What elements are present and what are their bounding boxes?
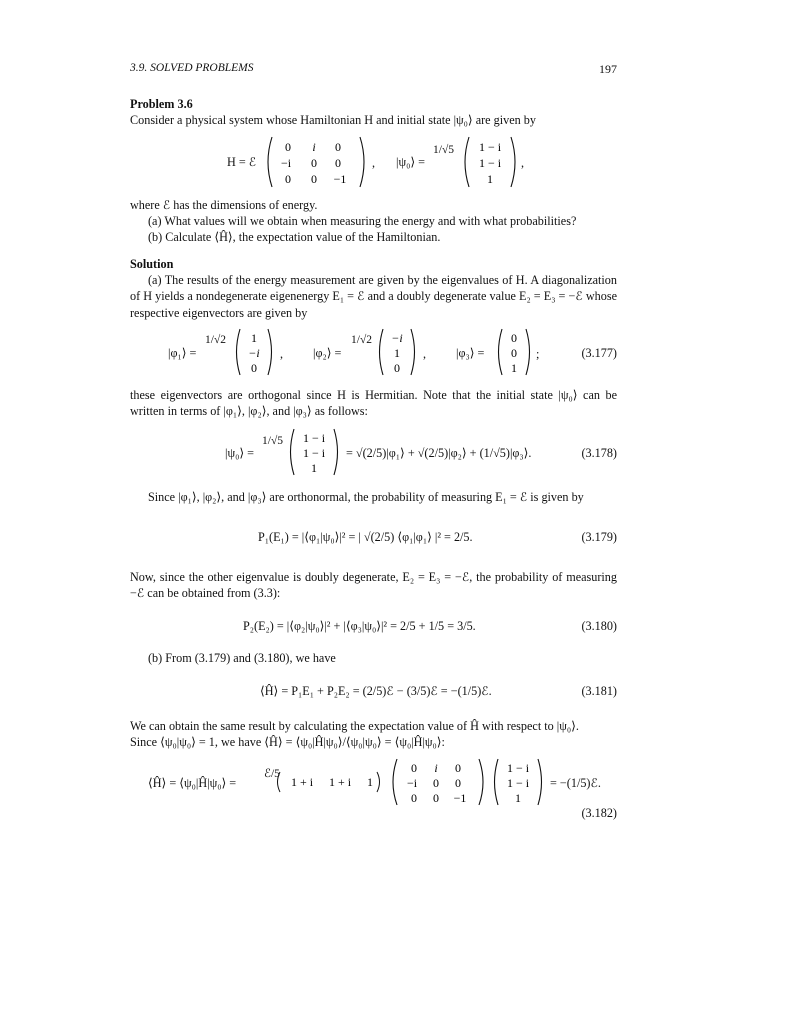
vector-cell: 1 − i [478, 156, 502, 170]
matrix-cell: 0 [311, 156, 317, 170]
matrix-cell: −1 [333, 172, 347, 186]
eq182-result: = −(1/5)ℰ. [550, 776, 601, 790]
vector-cell: 1 [487, 172, 493, 186]
hamiltonian-matrix [262, 134, 370, 190]
page-number: 197 [599, 62, 617, 76]
vector-cell: 1 + i [328, 775, 352, 789]
page: 3.9. SOLVED PROBLEMS 197 Problem 3.6 Consider a physical system whose Hamiltonian H and initial state |ψ₀⟩ are given by H = ℰ 0 i 0 −i 0 0 0 0 −1 , |ψ₀⟩ = 1/√5 1 − i 1 − i 1 , where ℰ has the dimensions of energy. (a) What values will we obtain when measuring the energy and with what probabilities? (b) Calculate ⟨Ĥ⟩, the expectation value of the Hamiltonian. Solution (a) The results of the energy measurement are given by the eigenvalues of H. A diagonalization of H yields a nondegenerate eigenenergy E₁ = ℰ and a doubly degenerate value E₂ = E₃ = −ℰ whose respective eigenvectors are given by |φ₁⟩ = 1/√2 1 −i 0 , |φ₂⟩ = 1/√2 −i 1 0 , |φ₃⟩ = 0 0 1 ; (3.177) these eigenvectors are orthogonal since H is Hermitian. Note that the initial state |ψ₀⟩ can be written in terms of |φ₁⟩, |φ₂⟩, and |φ₃⟩ as follows: |ψ₀⟩ = 1/√5 1 − i 1 − i 1 = √(2/5)|φ₁⟩ + √(2/5)|φ₂⟩ + (1/√5)|φ₃⟩. (3.178) Since |φ₁⟩, |φ₂⟩, and |φ₃⟩ are orthonormal, the probability of measuring E₁ = ℰ is given by P₁(E₁) = |⟨φ₁|ψ₀⟩|² = | √(2/5) ⟨φ₁|φ₁⟩ |² = 2/5. (3.179) Now, since the other eigenvalue is doubly degenerate, E₂ = E₃ = −ℰ, the probability of measuring −ℰ can be obtained from (3.3): P₂(E₂) = |⟨φ₂|ψ₀⟩|² + |⟨φ₃|ψ₀⟩|² = 2/5 + 1/5 = 3/5. (3.180) (b) From (3.179) and (3.180), we have ⟨Ĥ⟩ = P₁E₁ + P₂E₂ = (2/5)ℰ − (3/5)ℰ = −(1/5)ℰ. (3.181) We can obtain the same result by calculating the expectation value of Ĥ with respect to |ψ₀⟩. Since ⟨ψ₀|ψ₀⟩ = 1, we have ⟨Ĥ⟩ = ⟨ψ₀|Ĥ|ψ₀⟩/⟨ψ₀|ψ₀⟩ = ⟨ψ₀|Ĥ|ψ₀⟩: ⟨Ĥ⟩ = ⟨ψ₀|Ĥ|ψ₀⟩ = ℰ/5 1 + i 1 + i 1 0 i 0 −i 0 0 0 0 −1 1 − i 1 − i 1 = −(1/5)ℰ. (3.182) [130, 62, 617, 820]
matrix-cell: 0 [455, 761, 461, 775]
vector-cell: 1 [394, 346, 400, 360]
matrix-cell: 0 [285, 140, 291, 154]
eq182-row-vector [274, 770, 384, 794]
vector-cell: 1 − i [506, 761, 530, 775]
eq182-coefficient: ℰ/5 [264, 768, 280, 780]
matrix-cell: 0 [433, 776, 439, 790]
part-a: (a) What values will we obtain when measuring the energy and with what probabilities? [148, 214, 577, 228]
vector-cell: 1 − i [302, 431, 326, 445]
eq182-column-vector [490, 756, 546, 808]
vector-cell: 1 [515, 791, 521, 805]
vector-cell: 1 − i [302, 446, 326, 460]
vector-cell: −i [391, 331, 403, 345]
vector-cell: 1 [251, 331, 257, 345]
equation-number: (3.179) [581, 530, 617, 544]
vector-cell: 1 [367, 775, 373, 789]
vector-cell: 0 [251, 361, 257, 375]
matrix-cell: 0 [433, 791, 439, 805]
vector-cell: 1 − i [478, 140, 502, 154]
vector-cell: 1 + i [290, 775, 314, 789]
matrix-cell: 0 [285, 172, 291, 186]
solution-p6: We can obtain the same result by calculating the expectation value of Ĥ with respect to |ψ₀⟩. [130, 719, 579, 733]
eq182-matrix [388, 756, 488, 808]
vector-cell: 0 [394, 361, 400, 375]
matrix-cell: 0 [411, 791, 417, 805]
state-coefficient: 1/√5 [433, 144, 455, 156]
phi3-vector [494, 326, 534, 378]
psi0-vector [286, 426, 342, 478]
matrix-cell: −i [406, 776, 418, 790]
equation-number: (3.177) [581, 346, 617, 360]
matrix-cell: 0 [411, 761, 417, 775]
equation-number: (3.182) [581, 806, 617, 820]
solution-p3: Since |φ₁⟩, |φ₂⟩, and |φ₃⟩ are orthonormal, the probability of measuring E₁ = ℰ is given by [148, 490, 584, 504]
equation-number: (3.178) [581, 446, 617, 460]
equation-number: (3.180) [581, 619, 617, 633]
phi2-vector [375, 326, 419, 378]
solution-p4: Now, since the other eigenvalue is doubly degenerate, E₂ = E₃ = −ℰ, the probability of measuring −ℰ can be obtained from (3.3): [130, 570, 617, 601]
problem-title: Problem 3.6 [130, 97, 193, 111]
phi2-coefficient: 1/√2 [351, 334, 373, 346]
matrix-cell: −1 [453, 791, 467, 805]
hamiltonian-label: H = ℰ [227, 155, 257, 169]
phi2-label: |φ₂⟩ = [313, 346, 342, 360]
phi1-vector [232, 326, 276, 378]
eq182-lhs: ⟨Ĥ⟩ = ⟨ψ₀|Ĥ|ψ₀⟩ = [148, 776, 237, 790]
matrix-cell: 0 [455, 776, 461, 790]
phi3-label: |φ₃⟩ = [456, 346, 485, 360]
matrix-cell: 0 [311, 172, 317, 186]
running-header: 3.9. SOLVED PROBLEMS [130, 62, 254, 74]
eq179: P₁(E₁) = |⟨φ₁|ψ₀⟩|² = | √(2/5) ⟨φ₁|φ₁⟩ |² = 2/5. [258, 530, 473, 544]
solution-p7: Since ⟨ψ₀|ψ₀⟩ = 1, we have ⟨Ĥ⟩ = ⟨ψ₀|Ĥ|ψ₀⟩/⟨ψ₀|ψ₀⟩ = ⟨ψ₀|Ĥ|ψ₀⟩: [130, 735, 445, 749]
vector-cell: 0 [511, 346, 517, 360]
vector-cell: 0 [511, 331, 517, 345]
vector-cell: 1 [311, 461, 317, 475]
matrix-cell: 0 [335, 140, 341, 154]
vector-cell: −i [248, 346, 260, 360]
vector-cell: 1 [511, 361, 517, 375]
state-label: |ψ₀⟩ = [396, 155, 425, 169]
matrix-cell: −i [280, 156, 292, 170]
matrix-cell: i [434, 761, 438, 775]
phi1-coefficient: 1/√2 [205, 334, 227, 346]
problem-intro: Consider a physical system whose Hamiltonian H and initial state |ψ₀⟩ are given by [130, 113, 536, 127]
psi0-coefficient: 1/√5 [262, 435, 284, 447]
psi0-label: |ψ₀⟩ = [225, 446, 254, 460]
equation-number: (3.181) [581, 684, 617, 698]
dims-text: where ℰ has the dimensions of energy. [130, 198, 318, 212]
solution-p1: (a) The results of the energy measurement are given by the eigenvalues of H. A diagonalization of H yields a nondegenerate eigenenergy E₁ = ℰ and a doubly degenerate value E₂ = E₃ = −ℰ whose respective eigenvectors are given by [130, 273, 617, 320]
matrix-cell: i [312, 140, 316, 154]
part-b: (b) Calculate ⟨Ĥ⟩, the expectation value of the Hamiltonian. [148, 230, 441, 244]
eq178-rhs: = √(2/5)|φ₁⟩ + √(2/5)|φ₂⟩ + (1/√5)|φ₃⟩. [346, 446, 532, 460]
matrix-cell: 0 [335, 156, 341, 170]
solution-title: Solution [130, 257, 174, 271]
initial-state-vector [460, 134, 520, 190]
eq180: P₂(E₂) = |⟨φ₂|ψ₀⟩|² + |⟨φ₃|ψ₀⟩|² = 2/5 + 1/5 = 3/5. [243, 619, 476, 633]
solution-p5: (b) From (3.179) and (3.180), we have [148, 651, 336, 665]
solution-p2: these eigenvectors are orthogonal since H is Hermitian. Note that the initial state |ψ₀⟩ can be written in terms of |φ₁⟩, |φ₂⟩, and |φ₃⟩ as follows: [130, 388, 617, 419]
vector-cell: 1 − i [506, 776, 530, 790]
phi1-label: |φ₁⟩ = [168, 346, 197, 360]
eq181: ⟨Ĥ⟩ = P₁E₁ + P₂E₂ = (2/5)ℰ − (3/5)ℰ = −(1/5)ℰ. [260, 684, 492, 698]
